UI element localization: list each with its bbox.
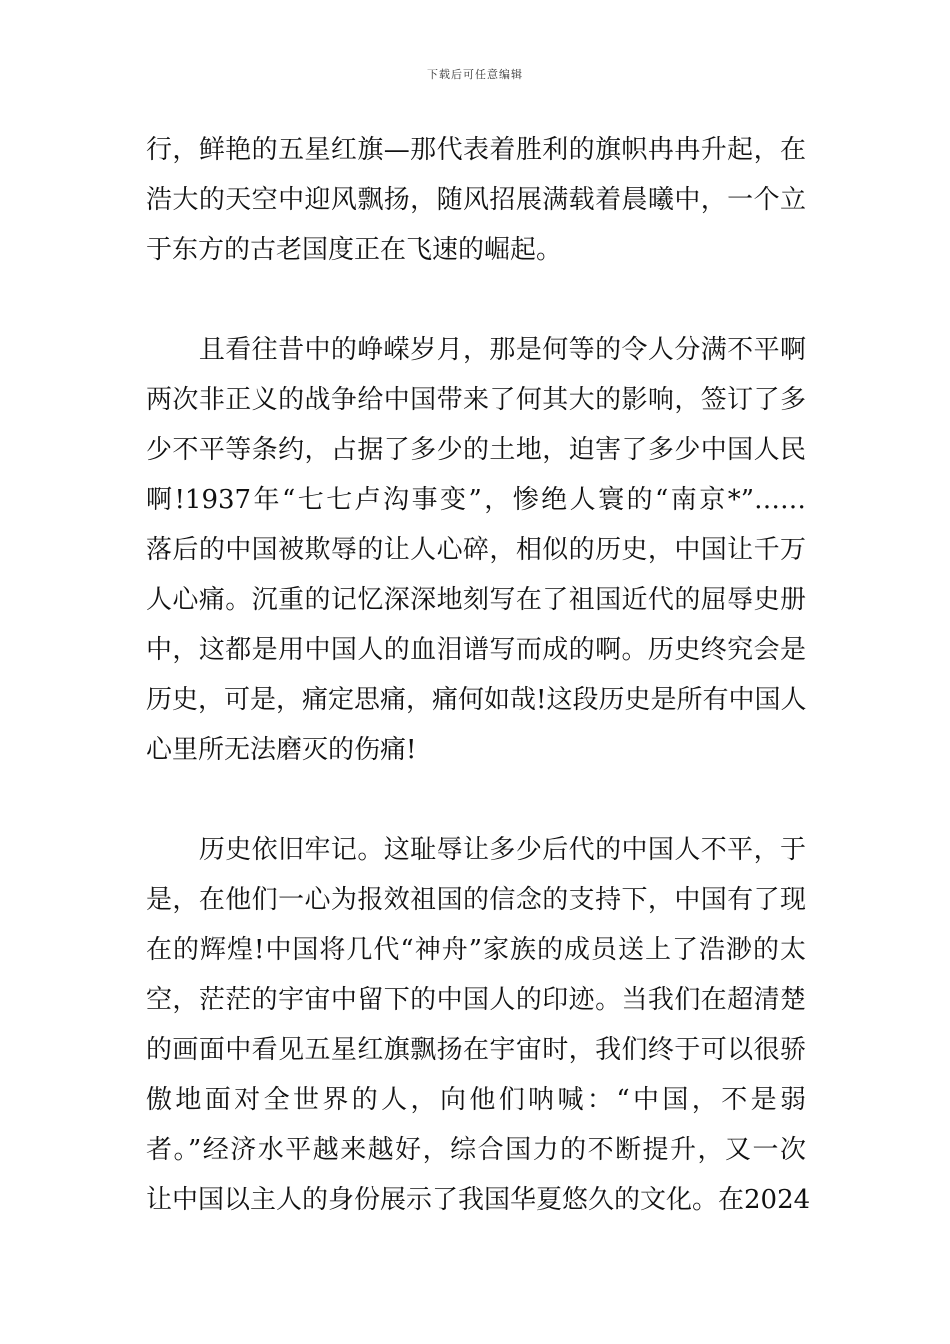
page-header: 下载后可任意编辑 <box>427 68 523 81</box>
paragraph-1-line-3: 于东方的古老国度正在飞速的崛起。 <box>146 235 563 265</box>
paragraph-2-line-7: 中，这都是用中国人的血泪谱写而成的啊。历史终究会是 <box>146 635 806 665</box>
paragraph-2-line-9: 心里所无法磨灭的伤痛! <box>146 735 417 765</box>
paragraph-1-line-2: 浩大的天空中迎风飘扬，随风招展满载着晨曦中，一个立 <box>146 185 806 215</box>
paragraph-2-line-8: 历史，可是，痛定思痛，痛何如哉!这段历史是所有中国人 <box>146 685 807 715</box>
paragraph-2-line-6: 人心痛。沉重的记忆深深地刻写在了祖国近代的屈辱史册 <box>146 585 806 615</box>
paragraph-3-line-3: 在的辉煌!中国将几代“神舟”家族的成员送上了浩渺的太 <box>146 935 806 965</box>
paragraph-3-line-5: 的画面中看见五星红旗飘扬在宇宙时，我们终于可以很骄 <box>146 1035 806 1065</box>
paragraph-3-line-6: 傲地面对全世界的人，向他们呐喊：“中国，不是弱 <box>146 1085 806 1115</box>
paragraph-3-line-8: 让中国以主人的身份展示了我国华夏悠久的文化。在2024 <box>146 1185 811 1215</box>
paragraph-3-line-4: 空，茫茫的宇宙中留下的中国人的印迹。当我们在超清楚 <box>146 985 806 1015</box>
paragraph-2-line-1: 且看往昔中的峥嵘岁月，那是何等的令人分满不平啊 <box>146 335 806 365</box>
paragraph-2-line-3: 少不平等条约，占据了多少的土地，迫害了多少中国人民 <box>146 435 806 465</box>
paragraph-1-line-1: 行，鲜艳的五星红旗—那代表着胜利的旗帜冉冉升起，在 <box>146 135 806 165</box>
paragraph-3-line-1: 历史依旧牢记。这耻辱让多少后代的中国人不平，于 <box>146 835 806 865</box>
paragraph-2-line-4: 啊!1937年“七七卢沟事变”，惨绝人寰的“南京*”…… <box>146 485 806 515</box>
paragraph-2-line-2: 两次非正义的战争给中国带来了何其大的影响，签订了多 <box>146 385 806 415</box>
paragraph-3-line-7: 者。”经济水平越来越好，综合国力的不断提升，又一次 <box>146 1135 806 1165</box>
paragraph-3-line-2: 是，在他们一心为报效祖国的信念的支持下，中国有了现 <box>146 885 806 915</box>
paragraph-2-line-5: 落后的中国被欺辱的让人心碎，相似的历史，中国让千万 <box>146 535 806 565</box>
